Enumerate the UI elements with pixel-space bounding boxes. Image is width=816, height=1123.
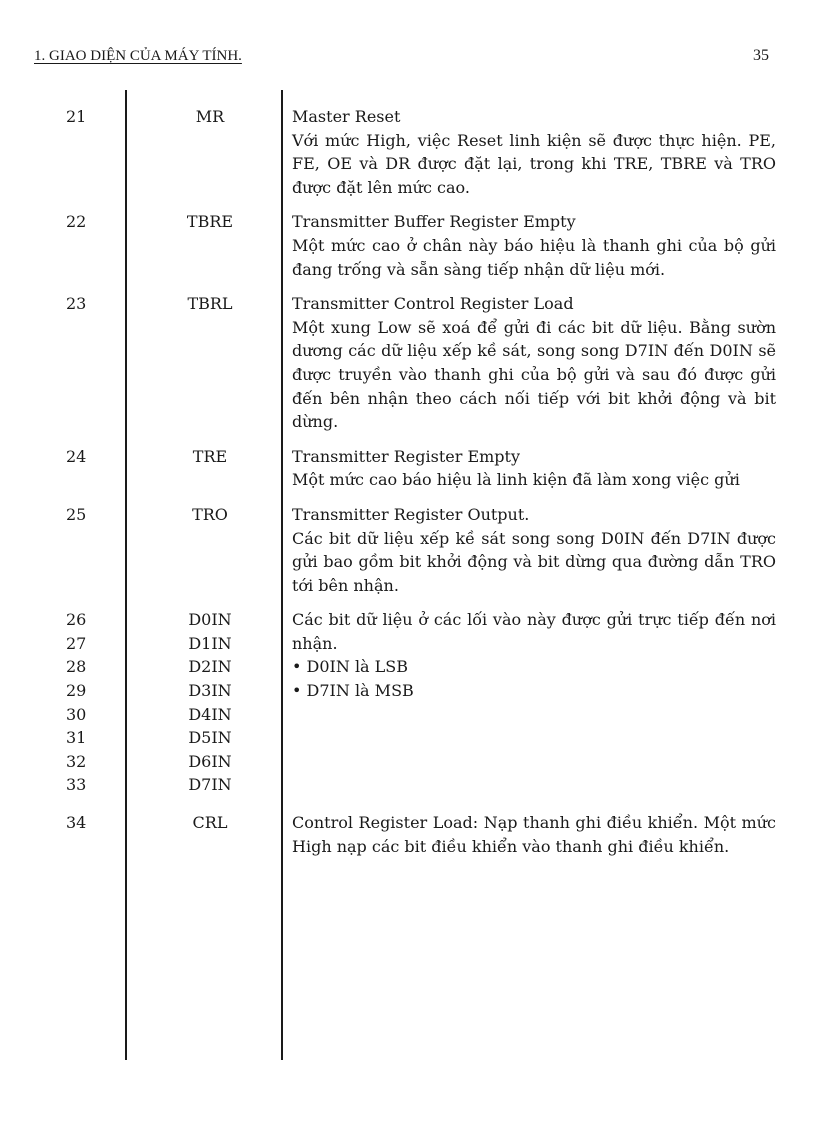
pin-name: D5IN — [188, 728, 232, 748]
pin-number: 21 — [66, 107, 87, 126]
description-title: Transmitter Control Register Load — [292, 294, 574, 314]
pin-number-list — [66, 608, 106, 797]
pin-name: D3IN — [188, 681, 232, 701]
pin-name: TBRL — [187, 294, 233, 314]
pin-table — [0, 105, 816, 869]
pin-number: 23 — [66, 294, 87, 314]
pin-number: 29 — [66, 681, 87, 701]
pin-name: D1IN — [188, 633, 232, 653]
pin-number: 34 — [66, 813, 87, 833]
pin-name-list — [151, 608, 269, 797]
table-row-data-inputs — [0, 608, 816, 797]
pin-number: 22 — [66, 212, 87, 232]
description-title: Transmitter Register Empty — [292, 446, 521, 466]
description-text: Một mức cao báo hiệu là linh kiện đã làm xong việc gửi — [292, 470, 740, 490]
pin-number: 33 — [66, 775, 87, 795]
page-header — [34, 47, 769, 65]
chapter-title: 1. GIAO DIỆN CỦA MÁY TÍNH. — [34, 48, 242, 64]
pin-name: D7IN — [188, 775, 232, 795]
pin-number: 26 — [66, 610, 87, 630]
pin-name: TBRE — [186, 212, 234, 232]
pin-number: 31 — [66, 728, 87, 748]
pin-name: TRE — [192, 446, 228, 466]
bullet-item: • D0IN là LSB — [292, 657, 409, 677]
pin-name: TRO — [192, 504, 228, 524]
pin-number: 30 — [66, 704, 87, 724]
pin-name: CRL — [192, 813, 228, 833]
description-title: Transmitter Buffer Register Empty — [292, 212, 576, 232]
table-row — [0, 292, 816, 434]
description-text: Các bit dữ liệu xếp kề sát song song D0IN đến D7IN được gửi bao gồm bit khởi động và bit dừng qua đường dẫn TRO tới bên nhận. — [292, 528, 776, 595]
pin-number: 32 — [66, 751, 87, 771]
pin-description — [292, 210, 776, 281]
pin-name: MR — [195, 107, 225, 126]
description-text: Các bit dữ liệu ở các lối vào này được gửi trực tiếp đến nơi nhận. — [292, 610, 776, 653]
table-row — [0, 210, 816, 281]
pin-number: 24 — [66, 446, 87, 466]
page-number: 35 — [753, 47, 769, 64]
pin-name: D4IN — [188, 704, 232, 724]
pin-description — [292, 292, 776, 434]
description-text: Với mức High, việc Reset linh kiện sẽ được thực hiện. PE, FE, OE và DR được đặt lại, trong khi TRE, TBRE và TRO được đặt lên mức cao. — [292, 130, 776, 197]
description-text: Một mức cao ở chân này báo hiệu là thanh ghi của bộ gửi đang trống và sẵn sàng tiếp nhận dữ liệu mới. — [292, 235, 776, 279]
pin-name: D6IN — [188, 751, 232, 771]
description-title: Transmitter Register Output. — [292, 504, 530, 524]
pin-description — [292, 811, 776, 858]
table-row — [0, 503, 816, 597]
pin-number: 28 — [66, 657, 87, 677]
pin-number: 27 — [66, 633, 87, 653]
pin-name: D0IN — [188, 610, 232, 630]
bullet-item: • D7IN là MSB — [292, 681, 414, 701]
description-text: Một xung Low sẽ xoá để gửi đi các bit dữ liệu. Bằng sườn dương các dữ liệu xếp kề sát, song song D7IN đến D0IN sẽ được truyền vào thanh ghi của bộ gửi và sau đó được gửi đến bên nhận theo cách nối tiếp với bit khởi động và bit dừng. — [292, 317, 776, 432]
table-row — [0, 445, 816, 492]
pin-description — [292, 503, 776, 597]
table-row — [0, 105, 816, 199]
description-text: Control Register Load: Nạp thanh ghi điều khiển. Một mức High nạp các bit điều khiển vào thanh ghi điều khiển. — [292, 813, 776, 856]
pin-description — [292, 445, 776, 492]
pin-description — [292, 608, 776, 797]
table-row — [0, 811, 816, 858]
description-title: Master Reset — [292, 107, 401, 126]
pin-description — [292, 105, 776, 199]
pin-number: 25 — [66, 504, 87, 524]
pin-name: D2IN — [188, 657, 232, 677]
